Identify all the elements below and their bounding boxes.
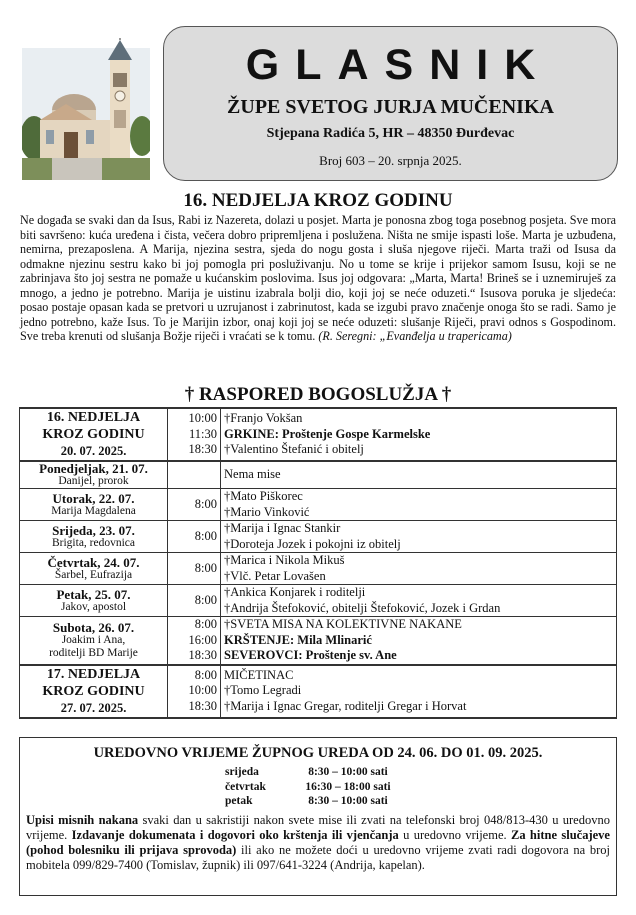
schedule-day-name: 16. NEDJELJA KROZ GODINU	[42, 410, 145, 442]
schedule-row	[20, 408, 617, 461]
schedule-day-name: Ponedjeljak, 21. 07.	[39, 461, 148, 476]
schedule-times: 8:00 10:00 18:30	[168, 665, 221, 718]
schedule-row	[20, 489, 617, 521]
schedule-day-cell	[20, 585, 168, 617]
schedule-times: 8:00	[168, 521, 221, 553]
schedule-day-cell	[20, 665, 168, 718]
reflection-citation: (R. Seregni: „Evanđelja u trapericama)	[318, 329, 512, 344]
schedule-intentions	[221, 585, 617, 617]
schedule-times: 8:00	[168, 585, 221, 617]
office-notice	[20, 809, 616, 874]
mass-intention: Nema mise	[224, 467, 281, 482]
mass-intention: †Andrija Štefoković, obitelji Štefoković, Jozek i Grdan	[224, 600, 501, 615]
notice-documents-text: u uredovno vrijeme.	[398, 827, 511, 842]
office-time: 8:30 – 10:00 sati	[308, 766, 388, 778]
reflection-body: Ne događa se svaki dan da Isus, Rabi iz Nazereta, dolazi u posjet. Marta je ponosna zbog toga posebnog posjeta. Sve mora biti savršeno: kuća uređena i čista, večera dobro pripremljena i poslužena. Ništa ne smije ispasti loše. Marta je uzbuđena, nemirna, prezaposlena. A Marija, njezina sestra, sjeda do nogu gosta i sluša njegove riječi. Marta traži od Isusa da odmakne njezinu sestru kako bi joj pomogla pri posluživanju. No u tome se krije i prijekor samom Isusu, koji se ne zabrinjava što joj sestra ne pomaže u kućanskim poslovima. Isus joj odgovara: „Marta, Marta! Brineš se i uznemiruješ za mnogo, a jedno je potrebno. Marija je uistinu izabrala bolji dio, koji joj se neće oduzeti.“ Isusova poruka je sljedeća: posao postaje opasan kada se pretvori u uzrujanost i zabrinutost, kada se izgubi pravo značenje onoga što se radi. Samo je jedno potrebno, kaže Isus. To je Marijin izbor, onaj koji joj se neće oduzeti: slušanje Riječi, pravi odnos s Gospodinom. Sve treba krenuti od slušanja Božje riječi i vraćati se k tomu.	[20, 213, 616, 344]
schedule-day-name: 17. NEDJELJA KROZ GODINU	[42, 666, 145, 699]
schedule-saint: Joakim i Ana, roditelji BD Marije	[49, 633, 138, 659]
schedule-times: 8:00 16:00 18:30	[168, 617, 221, 665]
mass-intention: KRŠTENJE: Mila Mlinarić	[224, 632, 372, 647]
schedule-times: 8:00	[168, 553, 221, 585]
mass-intention: MIČETINAC	[224, 667, 294, 682]
schedule-intentions	[221, 461, 617, 489]
church-photo	[22, 38, 150, 180]
schedule-day-cell	[20, 553, 168, 585]
schedule-day-name: Četvrtak, 24. 07.	[47, 554, 140, 570]
schedule-day-name: Utorak, 22. 07.	[52, 490, 135, 506]
schedule-day-cell	[20, 617, 168, 665]
mass-intention: †Franjo Vokšan	[224, 411, 303, 426]
office-hours-list	[225, 765, 616, 809]
masthead-box	[163, 26, 618, 181]
office-hours-row	[225, 765, 616, 780]
parish-name: ŽUPE SVETOG JURJA MUČENIKA	[227, 96, 554, 118]
mass-intention: GRKINE: Proštenje Gospe Karmelske	[224, 426, 431, 441]
schedule-day-cell	[20, 521, 168, 553]
notice-documents-label: Izdavanje dokumenata i dogovori oko krštenja ili vjenčanja	[71, 827, 399, 842]
schedule-day-name: Petak, 25. 07.	[56, 586, 131, 602]
office-day: četvrtak	[225, 780, 266, 793]
mass-intention: †Mato Piškorec	[224, 489, 303, 503]
schedule-times	[168, 461, 221, 489]
schedule-saint: Jakov, apostol	[60, 600, 127, 613]
schedule-intentions	[221, 408, 617, 461]
office-day: petak	[225, 795, 253, 807]
schedule-day-cell	[20, 408, 168, 461]
notice-mass-intentions-label: Upisi misnih nakana	[26, 812, 139, 827]
schedule-day-name: Srijeda, 23. 07.	[52, 522, 135, 538]
mass-intention: †Ankica Konjarek i roditelji	[224, 585, 366, 599]
office-time: 8:30 – 10:00 sati	[308, 795, 388, 807]
office-day: srijeda	[225, 766, 259, 778]
schedule-intentions	[221, 553, 617, 585]
masthead-title: GLASNIK	[245, 41, 552, 89]
schedule-saint: Šarbel, Eufrazija	[54, 568, 133, 581]
notice-mass-intentions-text: svaki dan u sakristiji nakon svete mise ili zvati na telefonski broj 048/813-430 u uredovno vrijeme.	[26, 812, 610, 842]
mass-intention: †Valentino Štefanić i obitelj	[224, 442, 364, 457]
schedule-day-cell	[20, 489, 168, 521]
mass-schedule-table	[19, 407, 617, 719]
schedule-day-cell	[20, 461, 168, 489]
schedule-intentions	[221, 489, 617, 521]
mass-intention: SEVEROVCI: Proštenje sv. Ane	[224, 648, 397, 662]
reflection-text	[20, 213, 616, 344]
office-time: 16:30 – 18:00 sati	[305, 780, 391, 793]
office-hours-row	[225, 794, 616, 809]
mass-intention: †Doroteja Jozek i pokojni iz obitelj	[224, 536, 401, 551]
parish-address: Stjepana Radića 5, HR – 48350 Đurđevac	[266, 126, 515, 141]
office-hours-row	[225, 780, 616, 795]
schedule-times: 10:00 11:30 18:30	[168, 408, 221, 461]
mass-intention: †Vlč. Petar Lovašen	[224, 568, 326, 583]
schedule-saint: Brigita, redovnica	[51, 536, 136, 549]
schedule-date: 20. 07. 2025.	[60, 444, 127, 458]
schedule-row	[20, 585, 617, 617]
notice-emergency-text: ili ako ne možete doći u uredovno vrijeme zvati radi dogovora na broj mobitela 099/829-7400 (Tomislav, župnik) ili 097/641-3224 (Andrija, kapelan).	[26, 843, 610, 873]
schedule-day-name: Subota, 26. 07.	[52, 619, 135, 635]
schedule-title: † RASPORED BOGOSLUŽJA †	[184, 384, 452, 405]
mass-intention: †SVETA MISA NA KOLEKTIVNE NAKANE	[224, 617, 462, 631]
mass-intention: †Marija i Ignac Gregar, roditelji Gregar i Horvat	[224, 698, 467, 713]
schedule-row	[20, 461, 617, 489]
schedule-row	[20, 521, 617, 553]
schedule-times: 8:00	[168, 489, 221, 521]
schedule-row	[20, 617, 617, 665]
issue-number: Broj 603 – 20. srpnja 2025.	[319, 153, 462, 168]
mass-intention: †Marija i Ignac Stankir	[224, 521, 341, 535]
notice-emergency-label: Za hitne slučajeve (pohod bolesniku ili prijava sprovoda)	[26, 827, 610, 858]
reflection-title: 16. NEDJELJA KROZ GODINU	[183, 190, 453, 211]
schedule-row	[20, 665, 617, 718]
schedule-saint: Marija Magdalena	[51, 504, 136, 517]
schedule-date: 27. 07. 2025.	[60, 700, 127, 715]
schedule-intentions	[221, 521, 617, 553]
mass-intention: †Marica i Nikola Mikuš	[224, 553, 345, 567]
schedule-saint: Danijel, prorok	[58, 475, 129, 487]
office-hours-box	[19, 737, 617, 896]
schedule-intentions	[221, 617, 617, 665]
office-hours-title: UREDOVNO VRIJEME ŽUPNOG UREDA OD 24. 06. DO 01. 09. 2025.	[93, 745, 543, 761]
mass-intention: †Tomo Legradi	[224, 683, 302, 698]
mass-intention: †Mario Vinković	[224, 504, 310, 519]
schedule-row	[20, 553, 617, 585]
schedule-intentions	[221, 665, 617, 718]
